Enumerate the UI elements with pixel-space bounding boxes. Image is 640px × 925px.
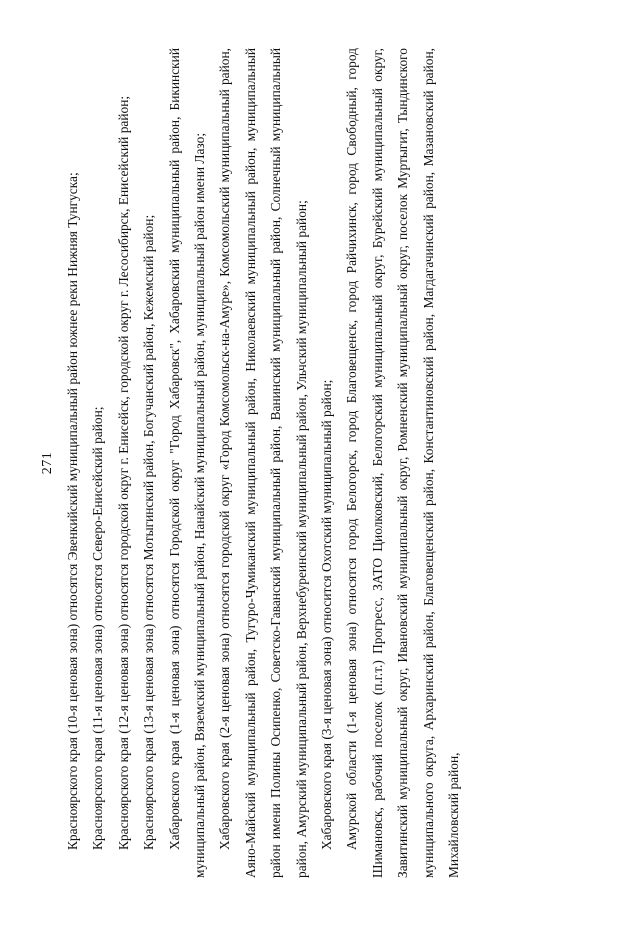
paragraph-khabarovsk-zone-3: Хабаровского края (3-я ценовая зона) относится Охотский муниципальный район;: [319, 379, 335, 850]
paragraph-khabarovsk-zone-2: Хабаровского края (2-я ценовая зона) относятся городской округ «Город Комсомольск-на-Амуре», Комсомольский муниципальный район, Аяно-Майский муниципальный район, Тугуро-Чумиканский муниципальный район, Николаевский муниципальный район, муниципальный район имени Полины Осипенко, Советско-Гаванский муниципальный район, Ванинский муниципальный район, Солнечный муниципальный район, Амурский муниципальный район, Верхнебуреинский муниципальный район, Ульчский муниципальный район;: [217, 47, 309, 878]
page-number: 271: [40, 451, 55, 474]
paragraph-krasnoyarsk-zone-10: Красноярского края (10-я ценовая зона) относятся Эвенкийский муниципальный район южнее реки Нижняя Тунгуска;: [65, 171, 80, 850]
rotated-text-block: [40, 48, 600, 878]
paragraph-krasnoyarsk-zone-13: Красноярского края (13-я ценовая зона) относятся Мотыгинский район, Богучанский район, Кежемский район;: [141, 214, 157, 850]
paragraph-krasnoyarsk-zone-12: Красноярского края (12-я ценовая зона) относятся городской округ г. Енисейск, городской округ г. Лесосибирск, Енисейский район;: [115, 95, 131, 850]
paragraph-amur-zone-1: Амурской области (1-я ценовая зона) относятся город Белогорск, город Благовещенск, город Райчихинск, город Свободный, город Шимановск, рабочий поселок (п.г.т.) Прогресс, ЗАТО Циолковский, Белогорский муниципальный округ, Бурейский муниципальный округ, Завитинский муниципальный округ, Ивановский муниципальный округ, Ромненский муниципальный округ, поселок Муртыгит, Тындинского муниципального округа, Архаринский район, Благовещенский район, Константиновский район, Магдагачинский район, Мазановский район, Михайловский район,: [344, 47, 462, 878]
paragraph-khabarovsk-zone-1: Хабаровского края (1-я ценовая зона) относятся Городской округ "Город Хабаровск", Хабаровский муниципальный район, Бикинский муниципальный район, Вяземский муниципальный район, Нанайский муниципальный район, муниципальный район имени Лазо;: [166, 47, 208, 878]
paragraph-krasnoyarsk-zone-11: Красноярского края (11-я ценовая зона) относятся Северо-Енисейский район;: [90, 406, 106, 850]
